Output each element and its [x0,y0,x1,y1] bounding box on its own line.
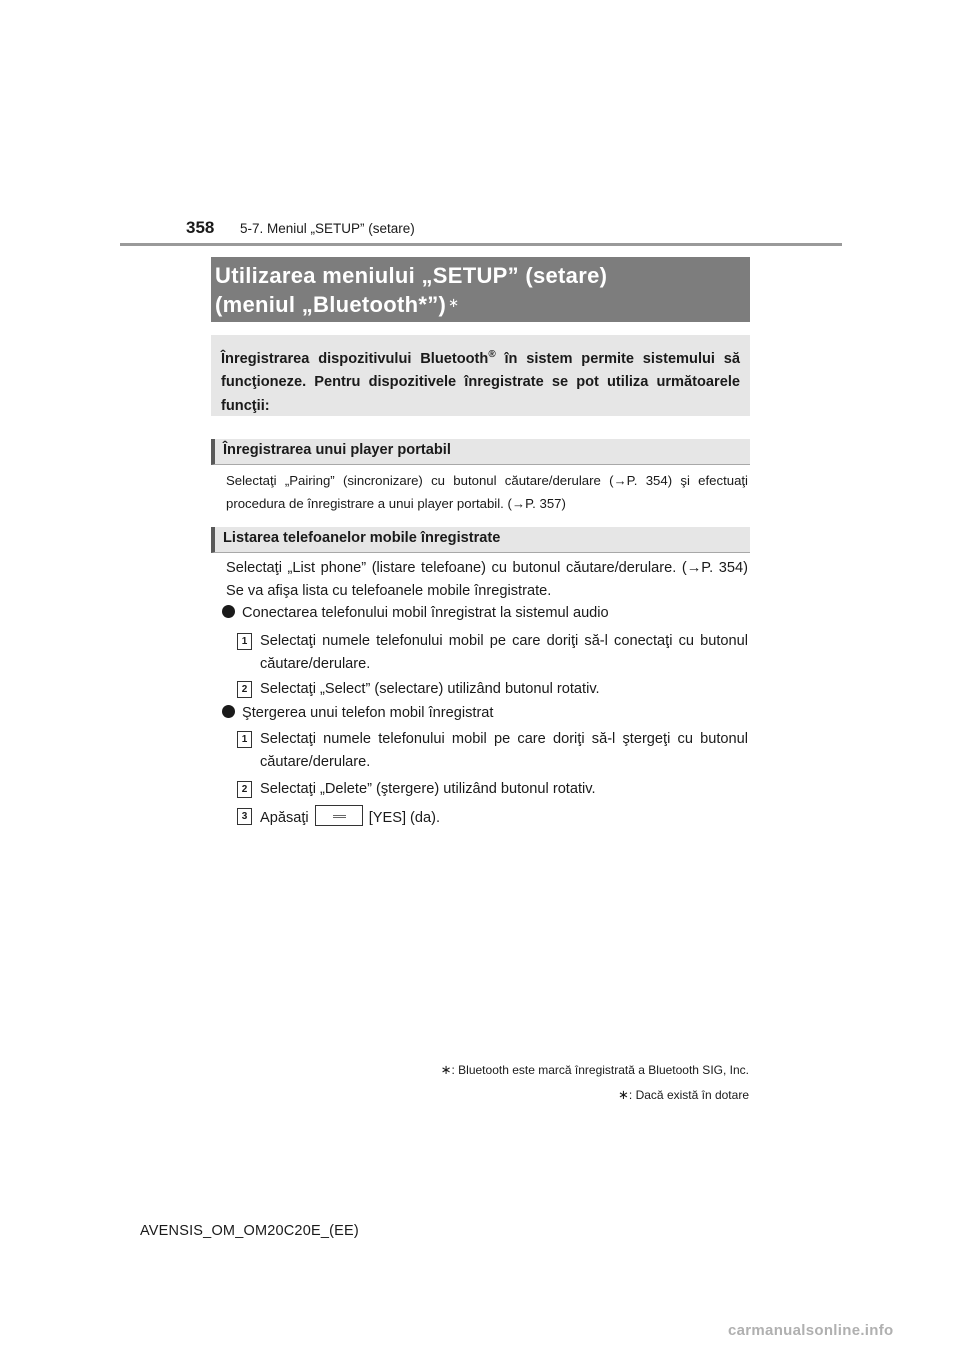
bullet-dot [222,605,235,618]
header-divider [120,243,842,246]
step-text: Selectaţi numele telefonului mobil pe care doriţi să-l ştergeţi cu butonul căutare/derulare. [260,731,748,770]
footnote-star: ∗ [440,1062,452,1077]
step-number-box: 1 [237,731,252,748]
step-text: Selectaţi „Delete” (ştergere) utilizând butonul rotativ. [260,781,596,797]
bullet-connect-label: Conectarea telefonului mobil înregistrat la sistemul audio [242,605,609,621]
list-phones-text: Selectaţi „List phone” (listare telefoane) cu butonul căutare/derulare. (→P. 354) Se va afişa lista cu telefoanele mobile înregistrate. [226,560,748,599]
intro-text-1: Înregistrarea dispozitivului Bluetooth [221,350,489,367]
step-text [260,805,748,830]
section-title [211,257,750,322]
bullet-delete-label: Ştergerea unui telefon mobil înregistrat [242,705,494,721]
intro-text-2: în sistem permite sistemului să funcţioneze. Pentru dispozitivele înregistrate se pot utiliza următoarele funcţii: [221,350,740,414]
bullet-connect-phone [222,602,609,625]
register-player-text: Selectaţi „Pairing” (sincronizare) cu butonul căutare/derulare (→P. 354) şi efectuaţi procedura de înregistrare a unui player portabil. (→P. 357) [226,473,748,511]
intro-box [211,335,750,416]
document-code: AVENSIS_OM_OM20C20E_(EE) [140,1223,359,1239]
step-text-after: [YES] (da). [368,810,441,826]
footnote-trademark [441,1062,749,1078]
page-number: 358 [186,218,215,237]
footnote-text: : Bluetooth este marcă înregistrată a Bluetooth SIG, Inc. [451,1063,749,1077]
bullet-delete-phone [222,702,493,725]
section-title-line1: Utilizarea meniului „SETUP” (setare) [215,263,608,288]
title-asterisk: ∗ [448,295,460,310]
step-number-box: 2 [237,681,252,698]
bullet-dot [222,705,235,718]
step-number-box: 2 [237,781,252,798]
step-text-before: Apăsaţi [260,810,309,826]
step-text: Selectaţi „Select” (selectare) utilizând butonul rotativ. [260,681,600,697]
return-key-icon [315,805,363,826]
step-number-box: 1 [237,633,252,650]
footnote-text: : Dacă există în dotare [628,1088,749,1102]
footnote-equipment [618,1087,749,1103]
section-title-line2: (meniul „Bluetooth*”) ∗ [215,292,460,317]
watermark: carmanualsonline.info [728,1322,894,1339]
chapter-title: 5-7. Meniul „SETUP” (setare) [240,221,415,236]
subheading-list-phones: Listarea telefoanelor mobile înregistrate [211,527,750,553]
step-text: Selectaţi numele telefonului mobil pe care doriţi să-l conectaţi cu butonul căutare/derulare. [260,633,748,672]
footnote-star: ∗ [618,1087,629,1102]
step-number-box: 3 [237,808,252,825]
registered-mark: ® [488,349,496,360]
subheading-register-player: Înregistrarea unui player portabil [211,439,750,465]
